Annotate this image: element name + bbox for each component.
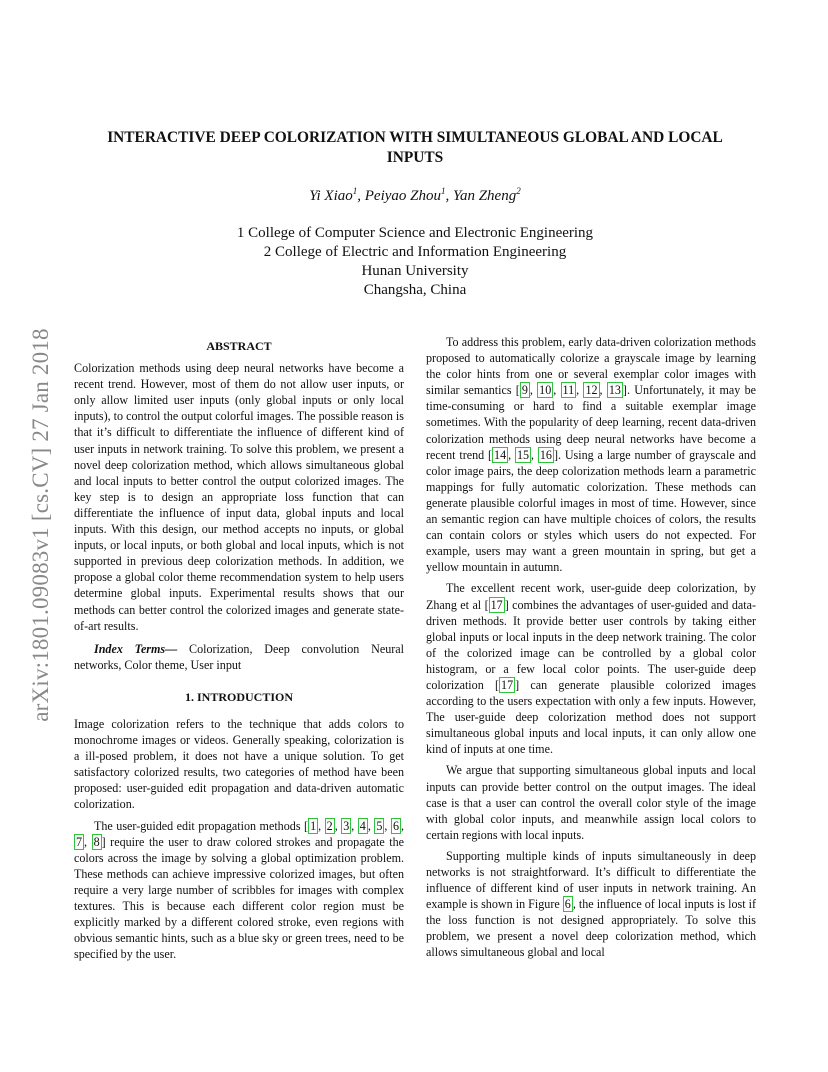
citation-link[interactable]: 2	[326, 818, 333, 833]
intro-paragraph-1: Image colorization refers to the technique that adds colors to monochrome images or videos. Generally speaking, colorization is a ill-posed problem, it does not have a unique solution. To get satisfactory colorized results, two categories of method have been proposed: user-guided edit propagation and data-driven automatic colorization.	[74, 716, 404, 812]
paragraph-text: ]. Unfortunately, it may be time-consuming or hard to find a suitable exemplar image sometimes. With the popularity of deep learning, recent data-driven colorization methods using deep neural networks have become a recent trend [	[426, 383, 757, 462]
citation-link[interactable]: 6	[392, 818, 399, 833]
affiliation-block	[74, 224, 756, 300]
citation-link[interactable]: 17	[490, 597, 503, 612]
citation-link[interactable]: 14	[494, 447, 507, 462]
paper-title-line-1: INTERACTIVE DEEP COLORIZATION WITH SIMULTANEOUS GLOBAL AND LOCAL	[107, 129, 723, 146]
left-column	[74, 338, 404, 962]
author-name: Yi Xiao	[309, 188, 353, 204]
citation-link[interactable]: 9	[521, 383, 528, 398]
abstract-heading: ABSTRACT	[206, 339, 272, 353]
citation-link[interactable]: 11	[562, 383, 575, 398]
author-separator: ,	[357, 188, 365, 204]
index-terms-text: Colorization, Deep convolution Neural networks, Color theme, User input	[74, 641, 404, 672]
author-list	[74, 186, 756, 206]
index-terms	[74, 641, 404, 673]
arxiv-stamp	[26, 290, 56, 760]
arxiv-stamp-text: arXiv:1801.09083v1 [cs.CV] 27 Jan 2018	[28, 328, 53, 722]
author-affiliation-mark: 1	[352, 186, 358, 196]
paragraph-text: The excellent recent work, user-guide deep colorization, by Zhang et al [	[426, 581, 756, 612]
author-name: Peiyao Zhou	[364, 188, 441, 204]
paper-title-line-2: INPUTS	[386, 149, 444, 166]
citation-link[interactable]: 8	[93, 834, 100, 849]
citation-link[interactable]: 1	[310, 818, 317, 833]
right-column	[426, 334, 756, 961]
paragraph-text: ] require the user to draw colored strokes and propagate the colors across the image by solving a global optimization problem. These methods can achieve impressive colorized images, but often require a very large number of scribbles for images with complex textures. This is because each different color region must be explicitly marked by a different colored stroke, even regions with obvious semantic hints, such as a blue sky or green trees, need to be specified by the user.	[74, 834, 405, 962]
paragraph-text: ]. Using a large number of grayscale and color image pairs, the deep colorization methods learn a parametric mappings for fully automatic colorization. These methods can generate plausible colorful images in most of time. However, since an semantic region can have multiple choices of colors, the results can contain colors or styles which users do not expected. For example, users may want a green mountain in spring, but get a yellow mountain in autumn.	[426, 447, 756, 575]
citation-link[interactable]: 5	[376, 818, 383, 833]
affiliation-line: Hunan University	[361, 263, 469, 279]
citation-link[interactable]: 10	[539, 383, 552, 398]
affiliation-line: 2 College of Electric and Information Engineering	[263, 244, 567, 260]
paragraph-text: To address this problem, early data-driven colorization methods proposed to automatically colorize a grayscale image by learning the color hints from one or several exemplar color images with similar semantics [	[426, 335, 756, 398]
figure-reference-link[interactable]: 6	[564, 897, 571, 912]
citation-link[interactable]: 4	[359, 818, 366, 833]
abstract-text: Colorization methods using deep neural networks have become a recent trend. However, most of them do not allow user inputs, or only allow limited user inputs (only global inputs or only local inputs), to control the output colorful images. The possible reason is that it’s difficult to differentiate the influence of different kind of user inputs in network training. To solve this problem, we present a novel deep colorization method, which allows simultaneous global and local inputs to better control the output colorized images. The key step is to design an appropriate loss function that can differentiate the influence of input data, global inputs and local inputs. With this design, our method accepts no inputs, or global inputs, or local inputs, or both global and local inputs, which is not supported in previous deep colorization methods. In addition, we propose a global color theme recommendation system to help users determine global inputs. Experimental results shows that our methods can better control the colorized images and generate state-of-art results.	[74, 361, 404, 633]
citation-link[interactable]: 12	[585, 383, 598, 398]
intro-paragraph-3: To address this problem, early data-driven colorization methods proposed to automatically colorize a grayscale image by learning the color hints from one or several exemplar color images with similar semantics [ 9 , 10 , 11 , 12 , 13 ]. Unfortunately, it may be time-consuming or hard to find a suitable exemplar image sometimes. With the popularity of deep learning, recent data-driven colorization methods using deep neural networks have become a recent trend [ 14 , 15 , 16 ]. Using a large number of grayscale and color image pairs, the deep colorization methods learn a parametric mappings for fully automatic colorization. These methods can generate plausible colorful images in most of time. However, since an semantic region can have multiple choices of colors, the results can contain colors or styles which users do not expected. For example, users may want a green mountain in spring, but get a yellow mountain in autumn.	[426, 335, 757, 575]
citation-link[interactable]: 13	[608, 383, 621, 398]
citation-link[interactable]: 17	[501, 677, 514, 692]
citation-link[interactable]: 3	[343, 818, 350, 833]
intro-paragraph-2: The user-guided edit propagation methods [ 1 , 2 , 3 , 4 , 5 , 6 , 7 , 8 ] require the user to draw colored strokes and propagate the colors across the image by solving a global optimization problem. These methods can achieve impressive colorized images, but often require a very large number of scribbles for images with complex textures. This is because each different color region must be explicitly marked by a different colored stroke, even regions with obvious semantic hints, such as a blue sky or green trees, need to be specified by the user.	[74, 818, 405, 962]
author-affiliation-mark: 2	[516, 186, 521, 196]
paper-title	[74, 128, 756, 168]
citation-link[interactable]: 15	[516, 447, 530, 462]
affiliation-line: 1 College of Computer Science and Electronic Engineering	[236, 225, 594, 241]
paragraph-text: The user-guided edit propagation methods [	[94, 818, 309, 833]
index-terms-label: Index Terms—	[94, 641, 178, 656]
paragraph-text: ] combines the advantages of user-guided and data-driven methods. It provide better user controls by taking either global inputs or local inputs in the deep network training. The color of the colorized image can be controlled by a global color histogram, or a few local color points. The user-guide deep colorization [	[426, 597, 756, 692]
section-heading-introduction: 1. INTRODUCTION	[184, 689, 293, 704]
affiliation-line: Changsha, China	[363, 282, 467, 298]
intro-paragraph-5: We argue that supporting simultaneous global inputs and local inputs can provide better control on the output images. The ideal case is that a user can control the overall color style of the image with global color inputs, and meanwhile assign local colors to certain regions with local inputs.	[426, 763, 756, 842]
intro-paragraph-4	[426, 580, 756, 757]
intro-paragraph-6	[426, 848, 756, 961]
paragraph-text: ] can generate plausible colorized images according to the users expectation with only a few inputs. However, The user-guide deep colorization method does not support simultaneous global inputs and local inputs, it can only allow one kind of inputs at one time.	[426, 677, 756, 757]
author-name: Yan Zheng	[453, 188, 517, 204]
author-affiliation-mark: 1	[441, 186, 446, 196]
author-separator: ,	[445, 188, 453, 204]
paragraph-text: , the influence of local inputs is lost if the loss function is not designed appropriately. To solve this problem, we present a novel deep colorization method, which allows simultaneous global and local	[426, 897, 756, 960]
citation-link[interactable]: 7	[76, 834, 83, 849]
paragraph-text: Supporting multiple kinds of inputs simultaneously in deep networks is not straightforward. It’s difficult to differentiate the influence of different kind of user inputs in network training. An example is shown in Figure	[426, 848, 756, 912]
citation-link[interactable]: 16	[539, 447, 552, 462]
